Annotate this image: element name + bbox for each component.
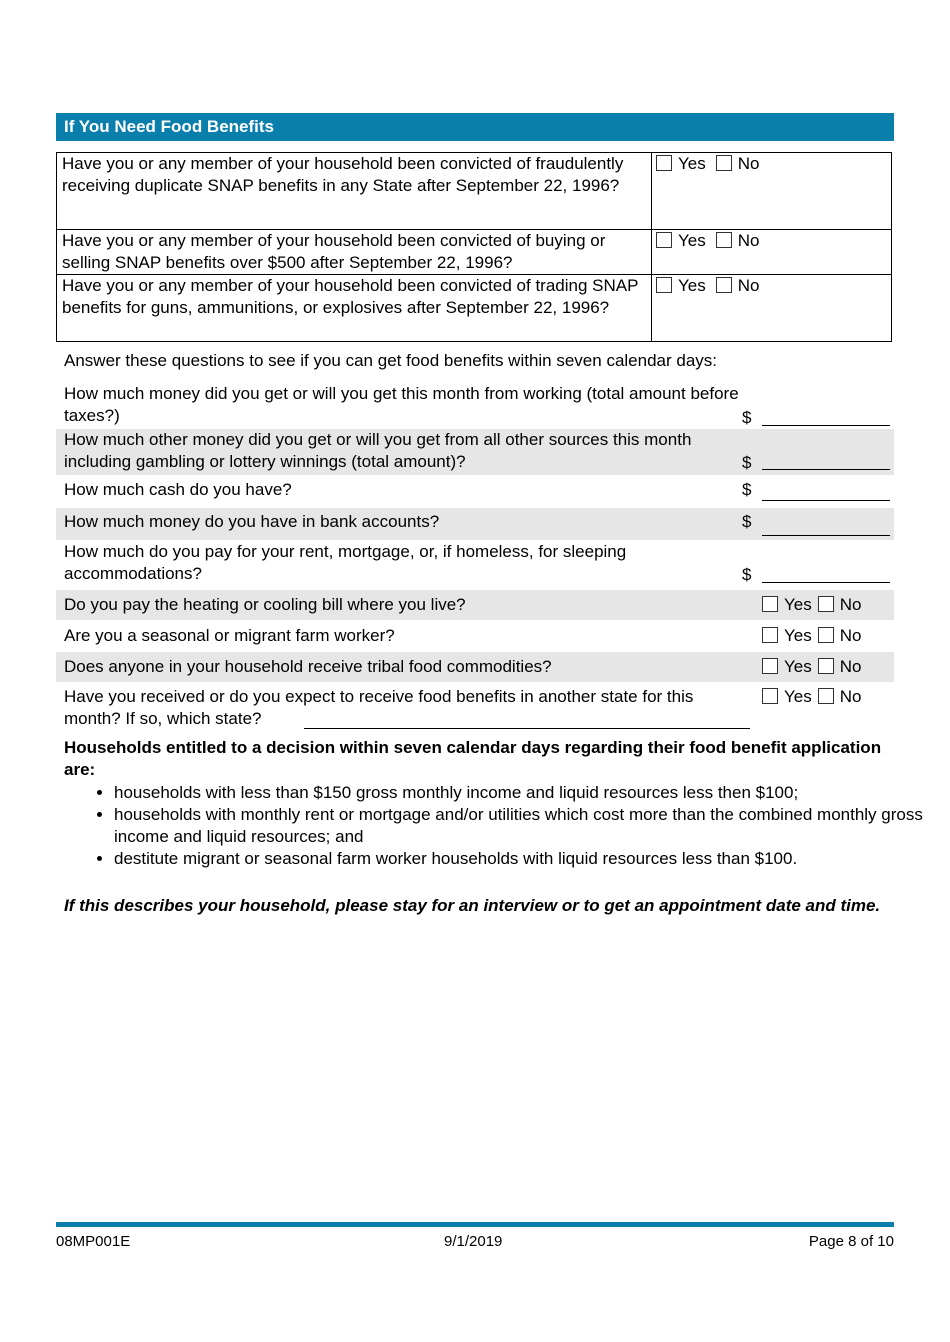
question-text: How much cash do you have? bbox=[64, 480, 292, 499]
answer-cell bbox=[652, 153, 892, 230]
dollar-sign: $ bbox=[742, 480, 752, 499]
question-text: How much do you pay for your rent, mortgage, or, if homeless, for sleeping accommodations? bbox=[64, 542, 627, 583]
list-item: • households with monthly rent or mortgage and/or utilities which cost more than the combined monthly gross income and liquid resources; and bbox=[114, 804, 934, 848]
yes-checkbox[interactable] bbox=[762, 688, 778, 704]
money-question-row bbox=[56, 479, 894, 509]
question-text: Have you or any member of your household been convicted of buying or selling SNAP benefits over $500 after September 22, 1996? bbox=[57, 230, 652, 275]
state-input-line[interactable] bbox=[304, 728, 750, 729]
no-checkbox[interactable] bbox=[716, 277, 732, 293]
closing-note: If this describes your household, please stay for an interview or to get an appointment date and time. bbox=[64, 896, 881, 915]
page-number: Page 8 of 10 bbox=[808, 1233, 894, 1250]
table-row bbox=[57, 230, 892, 275]
yes-label: Yes bbox=[784, 626, 812, 645]
amount-input-line[interactable] bbox=[762, 425, 890, 426]
no-checkbox[interactable] bbox=[818, 596, 834, 612]
answer-cell bbox=[652, 275, 892, 342]
section-header: If You Need Food Benefits bbox=[56, 113, 894, 141]
money-question-row bbox=[56, 541, 894, 589]
amount-input-line[interactable] bbox=[762, 469, 890, 470]
question-text-line2: month? If so, which state? bbox=[64, 709, 262, 728]
question-text: Have you or any member of your household been convicted of trading SNAP benefits for guns, ammunitions, or explosives after September 22, 1996? bbox=[57, 275, 652, 342]
yes-checkbox[interactable] bbox=[762, 596, 778, 612]
question-text: Does anyone in your household receive tribal food commodities? bbox=[64, 657, 552, 676]
no-label: No bbox=[737, 231, 760, 250]
yn-question-row bbox=[56, 590, 894, 620]
entitled-list bbox=[64, 782, 934, 870]
question-text: Have you or any member of your household been convicted of fraudulently receiving duplicate SNAP benefits in any State after September 22, 1996? bbox=[57, 153, 652, 230]
no-checkbox[interactable] bbox=[818, 688, 834, 704]
intro-text: Answer these questions to see if you can get food benefits within seven calendar days: bbox=[64, 351, 718, 370]
yes-label: Yes bbox=[784, 687, 812, 706]
amount-input-line[interactable] bbox=[762, 582, 890, 583]
yes-checkbox[interactable] bbox=[656, 155, 672, 171]
answer-cell bbox=[652, 230, 892, 275]
form-date: 9/1/2019 bbox=[444, 1233, 503, 1250]
money-question-row bbox=[56, 383, 894, 429]
no-label: No bbox=[839, 626, 862, 645]
question-text: Are you a seasonal or migrant farm worker? bbox=[64, 626, 395, 645]
yes-label: Yes bbox=[678, 276, 706, 295]
no-label: No bbox=[737, 276, 760, 295]
dollar-sign: $ bbox=[742, 512, 752, 531]
money-question-row bbox=[56, 429, 894, 475]
yes-label: Yes bbox=[784, 657, 812, 676]
dollar-sign: $ bbox=[742, 453, 752, 472]
form-id: 08MP001E bbox=[56, 1233, 131, 1250]
no-checkbox[interactable] bbox=[818, 627, 834, 643]
no-label: No bbox=[839, 657, 862, 676]
question-text: How much other money did you get or will you get from all other sources this month including gambling or lottery winnings (total amount)? bbox=[64, 430, 692, 471]
no-checkbox[interactable] bbox=[818, 658, 834, 674]
no-checkbox[interactable] bbox=[716, 155, 732, 171]
list-item: • destitute migrant or seasonal farm worker households with liquid resources less than $100. bbox=[114, 848, 934, 870]
money-question-row bbox=[56, 508, 894, 540]
yes-checkbox[interactable] bbox=[762, 658, 778, 674]
entitled-heading: Households entitled to a decision within seven calendar days regarding their food benefit application are: bbox=[64, 738, 882, 779]
question-text: How much money did you get or will you get this month from working (total amount before taxes?) bbox=[64, 384, 739, 425]
yn-question-row bbox=[56, 621, 894, 651]
dollar-sign: $ bbox=[742, 408, 752, 427]
table-row bbox=[57, 153, 892, 230]
conviction-questions-table bbox=[56, 152, 892, 342]
yes-checkbox[interactable] bbox=[656, 232, 672, 248]
question-text: How much money do you have in bank accounts? bbox=[64, 512, 440, 531]
yes-label: Yes bbox=[784, 595, 812, 614]
amount-input-line[interactable] bbox=[762, 535, 890, 536]
other-state-row bbox=[56, 686, 894, 732]
yes-checkbox[interactable] bbox=[656, 277, 672, 293]
question-text-line1: Have you received or do you expect to receive food benefits in another state for this bbox=[64, 687, 694, 706]
footer-rule bbox=[56, 1222, 894, 1227]
yes-checkbox[interactable] bbox=[762, 627, 778, 643]
no-label: No bbox=[839, 687, 862, 706]
table-row bbox=[57, 275, 892, 342]
list-item: • households with less than $150 gross monthly income and liquid resources less then $100; bbox=[114, 782, 934, 804]
question-text: Do you pay the heating or cooling bill where you live? bbox=[64, 595, 466, 614]
amount-input-line[interactable] bbox=[762, 500, 890, 501]
yes-label: Yes bbox=[678, 231, 706, 250]
no-label: No bbox=[839, 595, 862, 614]
yes-label: Yes bbox=[678, 154, 706, 173]
dollar-sign: $ bbox=[742, 565, 752, 584]
no-checkbox[interactable] bbox=[716, 232, 732, 248]
yn-question-row bbox=[56, 652, 894, 682]
no-label: No bbox=[737, 154, 760, 173]
